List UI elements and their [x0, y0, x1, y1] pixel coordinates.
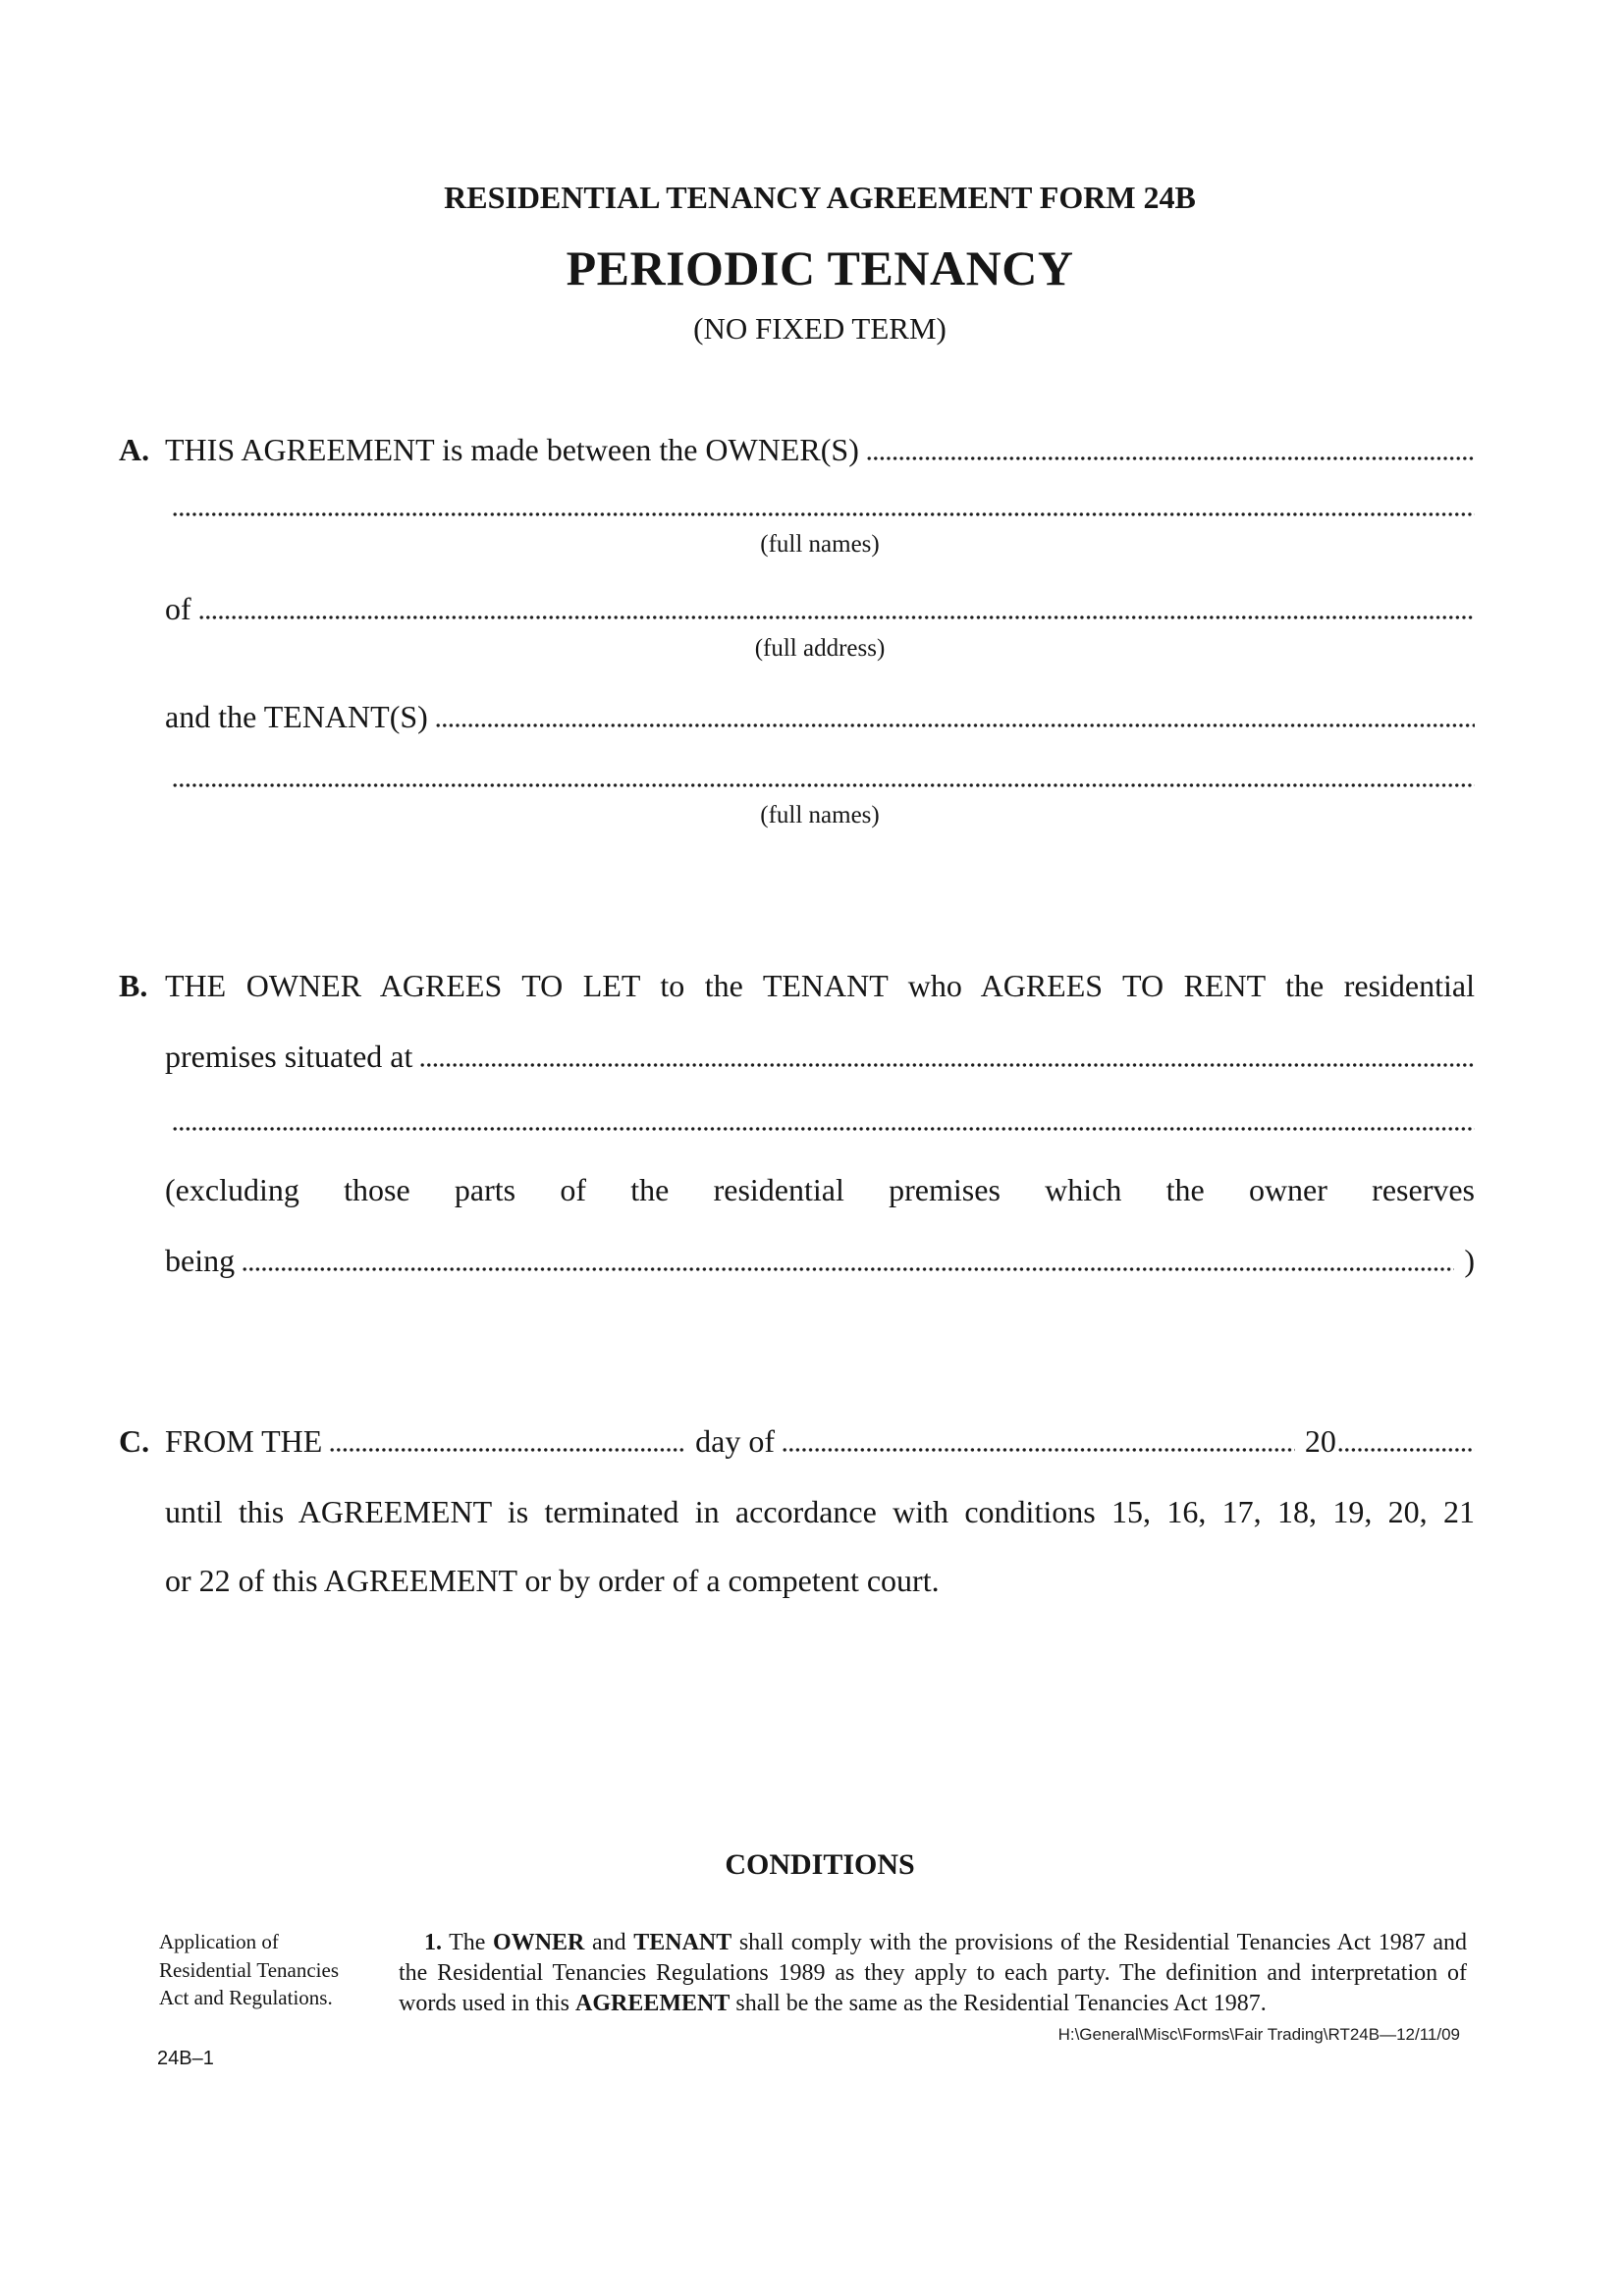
subtitle: (NO FIXED TERM) — [693, 311, 947, 346]
clause-1-text-run: shall comply with the provisions of the Residential Tenancies Act 1987 and the Residential Tenancies Regulations 1989 as they apply to each party. The definition and interpretation of words used in this — [399, 1930, 1467, 2016]
termination-text-line2: or 22 of this AGREEMENT or by order of a competent court. — [165, 1563, 940, 1598]
termination-text-line1: until this AGREEMENT is terminated in accordance with conditions 15, 16, 17, 18, 19, 20, 21 — [165, 1494, 1475, 1529]
owners-name-field-line-2 — [173, 512, 1475, 516]
let-agreement-text: THE OWNER AGREES TO LET to the TENANT who AGREES TO RENT the residential — [165, 968, 1475, 1003]
clause-b-label: B. — [119, 968, 148, 1003]
day-field-line — [330, 1448, 685, 1452]
page-content — [0, 179, 1624, 2070]
clause-1-owner-term: OWNER — [493, 1930, 585, 1955]
tenants-fill-line — [165, 697, 1475, 736]
reserved-parts-field-line — [243, 1267, 1454, 1271]
of-label: of — [165, 591, 191, 626]
owners-fill-line — [165, 430, 1475, 469]
clause-a-label: A. — [119, 432, 150, 467]
date-fill-line — [165, 1421, 1475, 1461]
clause-1-number: 1. — [424, 1930, 442, 1955]
premises-fill-line — [165, 1037, 1475, 1076]
conditions-heading: CONDITIONS — [725, 1848, 915, 1881]
section-b — [119, 966, 1475, 1280]
owners-line-text: THIS AGREEMENT is made between the OWNER(S) — [165, 432, 859, 467]
year-prefix-label: 20 — [1304, 1423, 1336, 1459]
month-field-line — [783, 1448, 1295, 1452]
title-block — [165, 179, 1475, 347]
section-a — [119, 430, 1475, 830]
owners-address-field-line — [199, 615, 1475, 619]
being-label: being — [165, 1243, 236, 1278]
premises-address-field-line-2 — [173, 1127, 1475, 1131]
closing-paren: ) — [1464, 1243, 1475, 1278]
being-fill-line — [165, 1241, 1475, 1280]
full-names-caption-2: (full names) — [760, 802, 880, 828]
premises-address-field-line — [420, 1063, 1475, 1067]
conditions-clause-1 — [399, 1928, 1467, 2019]
conditions-clause-1-row — [159, 1928, 1475, 2019]
clause-c-label: C. — [119, 1423, 150, 1459]
clause-1-text-run: shall be the same as the Residential Tenancies Act 1987. — [730, 1991, 1267, 2016]
tenants-name-field-line — [436, 723, 1475, 727]
excluding-text: (excluding those parts of the residential premises which the owner reserves — [165, 1172, 1475, 1207]
year-field-line — [1338, 1448, 1475, 1452]
owners-name-field-line — [867, 456, 1475, 460]
page-number: 24B–1 — [157, 2048, 214, 2069]
full-address-caption: (full address) — [754, 635, 886, 662]
clause-1-text-run: and — [584, 1930, 634, 1955]
premises-label: premises situated at — [165, 1039, 413, 1074]
clause-1-text-run: The — [442, 1930, 494, 1955]
clause-1-tenant-term: TENANT — [633, 1930, 732, 1955]
from-the-label: FROM THE — [165, 1423, 323, 1459]
tenants-name-field-line-2 — [173, 783, 1475, 787]
owners-address-fill-line — [165, 589, 1475, 628]
full-names-caption-1: (full names) — [760, 531, 880, 558]
form-title: RESIDENTIAL TENANCY AGREEMENT FORM 24B — [444, 180, 1196, 215]
day-of-label: day of — [695, 1423, 775, 1459]
file-path-note: H:\General\Misc\Forms\Fair Trading\RT24B—12/11/09 — [1057, 2025, 1460, 2044]
page-title: PERIODIC TENANCY — [566, 240, 1074, 295]
margin-note: Application of Residential Tenancies Act and Regulations. — [159, 1930, 340, 2009]
clause-1-agreement-term: AGREEMENT — [575, 1991, 731, 2016]
tenants-line-text: and the TENANT(S) — [165, 699, 428, 734]
section-c — [119, 1421, 1475, 1600]
